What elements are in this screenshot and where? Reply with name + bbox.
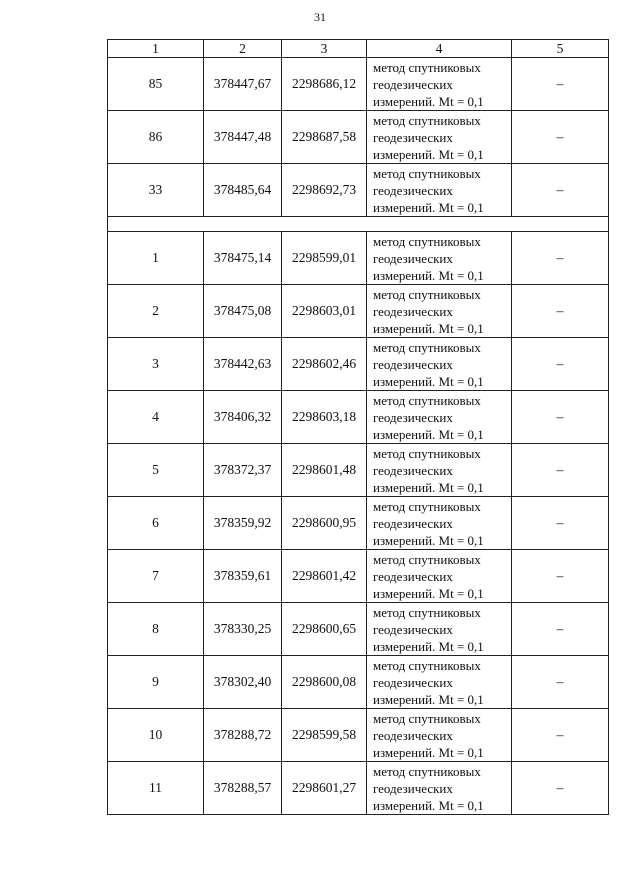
table-row [108,338,609,391]
method-line: геодезических [373,568,453,584]
method-line: измерений. Mt = 0,1 [373,744,484,760]
table-row [108,444,609,497]
method-cell [367,285,512,338]
method-cell [367,603,512,656]
y-coordinate-cell: 2298686,12 [282,58,367,111]
y-coordinate-cell: 2298601,48 [282,444,367,497]
x-coordinate-cell: 378475,14 [204,232,282,285]
x-coordinate-cell: 378359,92 [204,497,282,550]
method-line: геодезических [373,621,453,637]
note-cell: – [512,58,609,111]
method-line: геодезических [373,515,453,531]
note-cell: – [512,603,609,656]
point-number-cell: 3 [108,338,204,391]
table-row [108,58,609,111]
y-coordinate-cell: 2298601,27 [282,762,367,815]
method-line: метод спутниковых [373,498,481,514]
method-line: метод спутниковых [373,112,481,128]
method-line: метод спутниковых [373,604,481,620]
method-line: метод спутниковых [373,339,481,355]
method-line: измерений. Mt = 0,1 [373,479,484,495]
note-cell: – [512,762,609,815]
y-coordinate-cell: 2298687,58 [282,111,367,164]
table-row [108,762,609,815]
table-body [108,40,609,815]
method-cell [367,550,512,603]
point-number-cell: 2 [108,285,204,338]
table-row [108,603,609,656]
method-line: метод спутниковых [373,286,481,302]
method-line: геодезических [373,727,453,743]
method-cell [367,497,512,550]
method-cell [367,111,512,164]
note-cell: – [512,111,609,164]
point-number-cell: 6 [108,497,204,550]
method-cell [367,232,512,285]
point-number-cell: 4 [108,391,204,444]
point-number-cell: 86 [108,111,204,164]
x-coordinate-cell: 378288,57 [204,762,282,815]
method-cell [367,444,512,497]
table-row [108,391,609,444]
method-cell [367,391,512,444]
table-row [108,656,609,709]
method-line: метод спутниковых [373,551,481,567]
y-coordinate-cell: 2298600,95 [282,497,367,550]
x-coordinate-cell: 378288,72 [204,709,282,762]
x-coordinate-cell: 378475,08 [204,285,282,338]
method-line: метод спутниковых [373,445,481,461]
x-coordinate-cell: 378485,64 [204,164,282,217]
method-cell [367,709,512,762]
column-header-4: 4 [367,40,512,58]
note-cell: – [512,444,609,497]
column-header-5: 5 [512,40,609,58]
point-number-cell: 10 [108,709,204,762]
coordinates-table [107,39,609,815]
y-coordinate-cell: 2298603,18 [282,391,367,444]
method-line: геодезических [373,462,453,478]
x-coordinate-cell: 378330,25 [204,603,282,656]
x-coordinate-cell: 378442,63 [204,338,282,391]
table-row [108,709,609,762]
x-coordinate-cell: 378302,40 [204,656,282,709]
method-line: измерений. Mt = 0,1 [373,691,484,707]
y-coordinate-cell: 2298601,42 [282,550,367,603]
method-line: измерений. Mt = 0,1 [373,797,484,813]
table-row [108,232,609,285]
point-number-cell: 1 [108,232,204,285]
table-row [108,497,609,550]
method-line: измерений. Mt = 0,1 [373,199,484,215]
point-number-cell: 33 [108,164,204,217]
method-line: метод спутниковых [373,233,481,249]
y-coordinate-cell: 2298599,58 [282,709,367,762]
point-number-cell: 7 [108,550,204,603]
method-cell [367,762,512,815]
y-coordinate-cell: 2298603,01 [282,285,367,338]
note-cell: – [512,550,609,603]
column-header-2: 2 [204,40,282,58]
method-line: геодезических [373,303,453,319]
page-number: 31 [314,10,326,24]
note-cell: – [512,164,609,217]
method-line: метод спутниковых [373,165,481,181]
method-line: измерений. Mt = 0,1 [373,320,484,336]
point-number-cell: 8 [108,603,204,656]
point-number-cell: 11 [108,762,204,815]
note-cell: – [512,338,609,391]
method-line: метод спутниковых [373,657,481,673]
method-line: геодезических [373,182,453,198]
note-cell: – [512,232,609,285]
note-cell: – [512,285,609,338]
method-line: метод спутниковых [373,710,481,726]
method-line: измерений. Mt = 0,1 [373,585,484,601]
method-line: метод спутниковых [373,763,481,779]
y-coordinate-cell: 2298602,46 [282,338,367,391]
method-line: измерений. Mt = 0,1 [373,426,484,442]
method-line: геодезических [373,356,453,372]
x-coordinate-cell: 378372,37 [204,444,282,497]
method-line: метод спутниковых [373,59,481,75]
group-separator-row [108,217,609,232]
table-row [108,285,609,338]
point-number-cell: 9 [108,656,204,709]
note-cell: – [512,497,609,550]
y-coordinate-cell: 2298600,65 [282,603,367,656]
x-coordinate-cell: 378447,67 [204,58,282,111]
method-cell [367,58,512,111]
table-row [108,164,609,217]
y-coordinate-cell: 2298600,08 [282,656,367,709]
note-cell: – [512,656,609,709]
method-cell [367,656,512,709]
point-number-cell: 5 [108,444,204,497]
table-row [108,550,609,603]
method-line: геодезических [373,129,453,145]
method-line: геодезических [373,674,453,690]
column-header-3: 3 [282,40,367,58]
point-number-cell: 85 [108,58,204,111]
method-line: измерений. Mt = 0,1 [373,532,484,548]
group-separator-cell [108,217,609,232]
method-line: геодезических [373,780,453,796]
header-row [108,40,609,58]
method-line: измерений. Mt = 0,1 [373,267,484,283]
method-line: измерений. Mt = 0,1 [373,373,484,389]
note-cell: – [512,709,609,762]
x-coordinate-cell: 378447,48 [204,111,282,164]
method-cell [367,338,512,391]
x-coordinate-cell: 378359,61 [204,550,282,603]
method-line: геодезических [373,76,453,92]
note-cell: – [512,391,609,444]
method-line: измерений. Mt = 0,1 [373,146,484,162]
y-coordinate-cell: 2298692,73 [282,164,367,217]
method-line: геодезических [373,409,453,425]
method-line: метод спутниковых [373,392,481,408]
method-line: измерений. Mt = 0,1 [373,638,484,654]
method-line: измерений. Mt = 0,1 [373,93,484,109]
x-coordinate-cell: 378406,32 [204,391,282,444]
method-cell [367,164,512,217]
method-line: геодезических [373,250,453,266]
y-coordinate-cell: 2298599,01 [282,232,367,285]
table-row [108,111,609,164]
column-header-1: 1 [108,40,204,58]
